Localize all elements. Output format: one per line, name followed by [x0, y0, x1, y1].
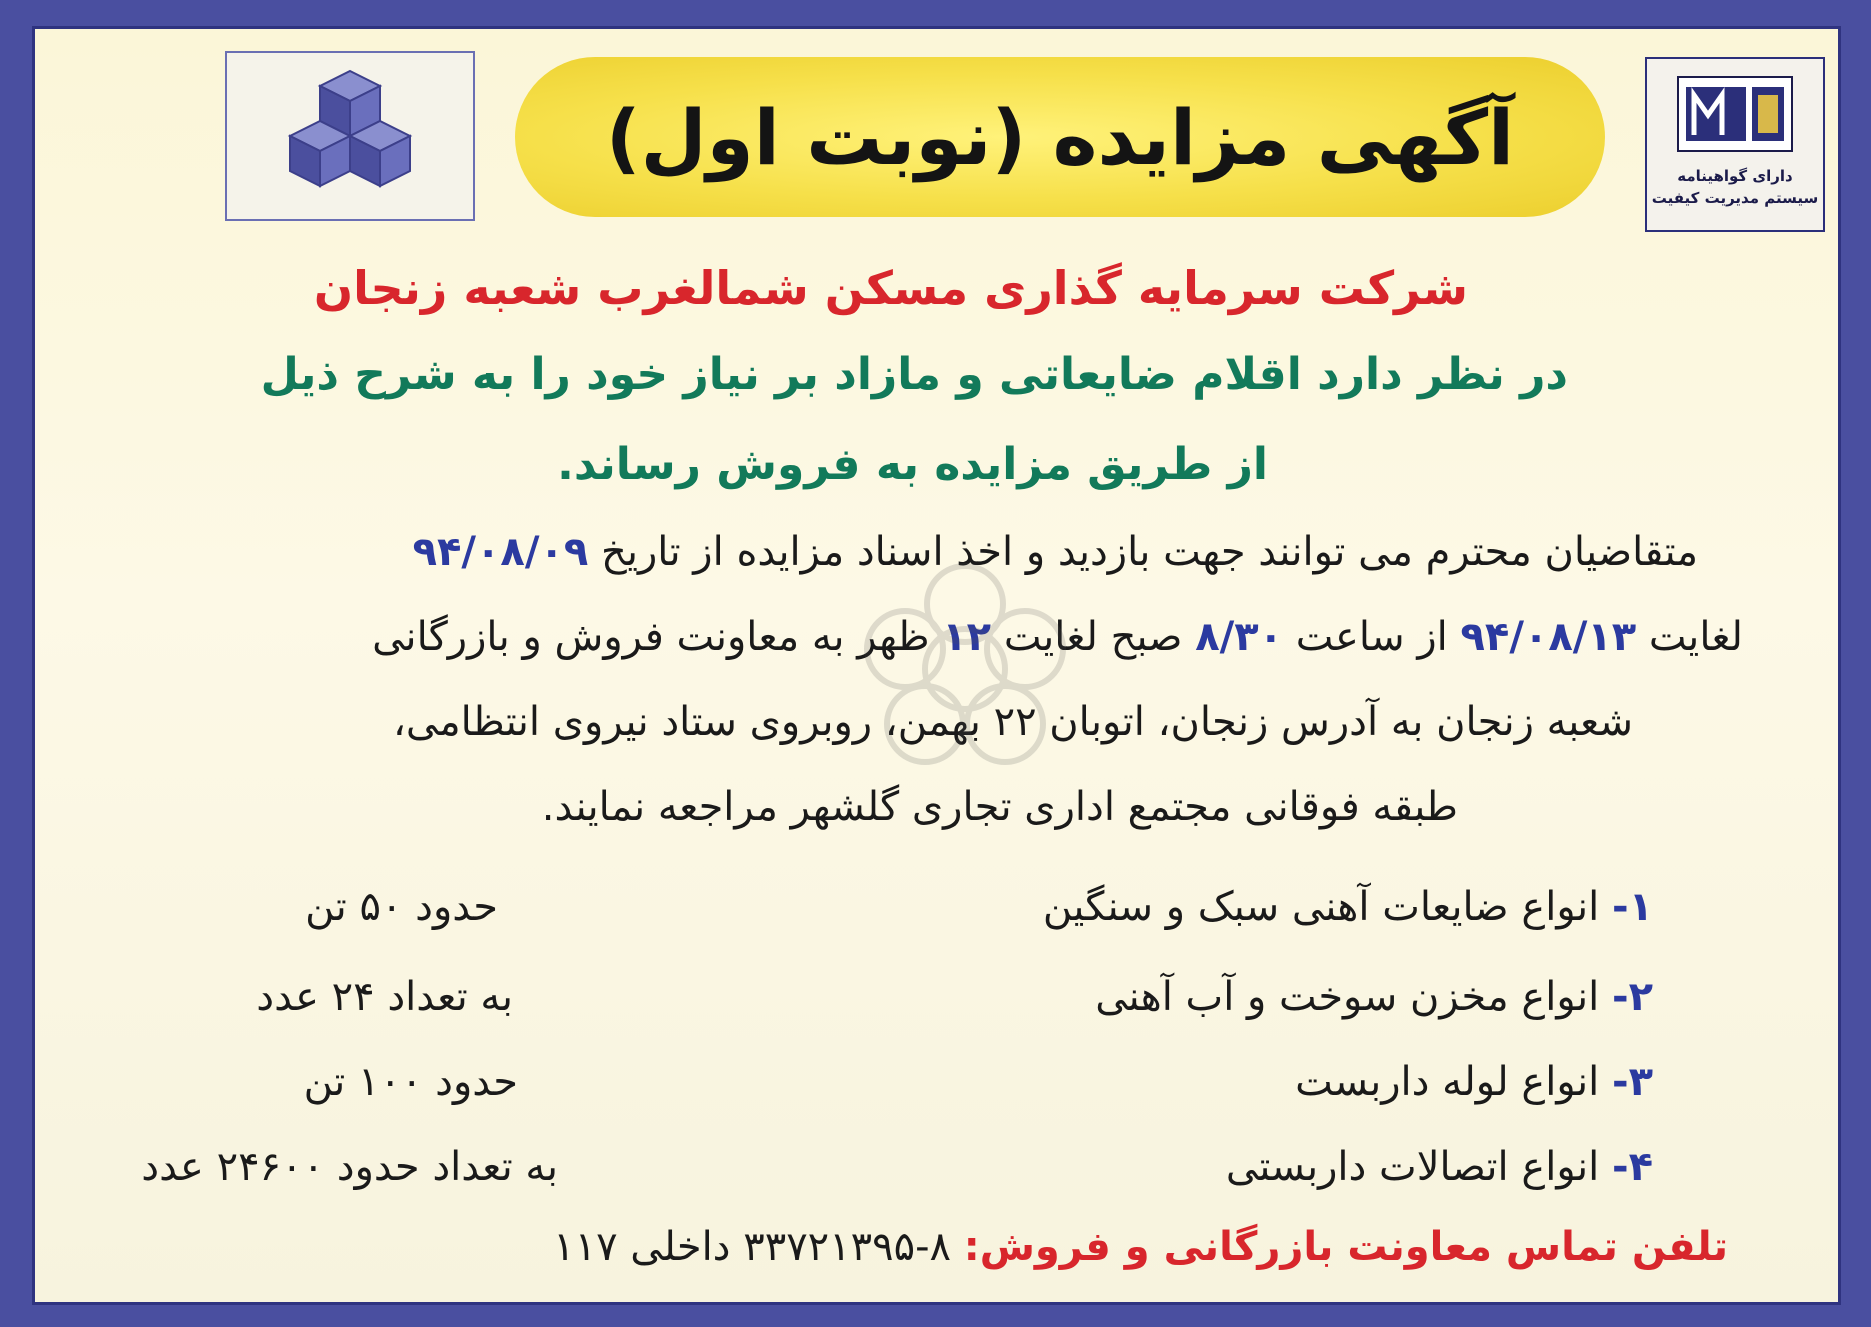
cubes-logo-icon	[255, 61, 445, 211]
contact-label: تلفن تماس معاونت بازرگانی و فروش:	[963, 1224, 1728, 1270]
body-line-2: لغایت ۹۴/۰۸/۱۳ از ساعت ۸/۳۰ صبح لغایت ۱۲ ظهر به معاونت فروش و بازرگانی	[372, 614, 1743, 660]
certification-mark-icon	[1670, 69, 1800, 159]
item-quantity: حدود ۵۰ تن	[305, 884, 498, 930]
certificate-text: دارای گواهینامه سیستم مدیریت کیفیت	[1651, 167, 1819, 207]
end-time: ۱۲	[942, 614, 992, 660]
body-line-3: شعبه زنجان به آدرس زنجان، اتوبان ۲۲ بهمن، روبروی ستاد نیروی انتظامی،	[393, 699, 1633, 745]
body-line-4: طبقه فوقانی مجتمع اداری تجاری گلشهر مراجعه نمایند.	[541, 784, 1458, 830]
company-name: شرکت سرمایه گذاری مسکن شمالغرب شعبه زنجان	[313, 261, 1468, 315]
body-line-1: متقاضیان محترم می توانند جهت بازدید و اخذ اسناد مزایده از تاریخ ۹۴/۰۸/۰۹	[412, 529, 1698, 575]
list-item: ۱- انواع ضایعات آهنی سبک و سنگین	[1042, 884, 1653, 930]
certificate-badge	[1645, 57, 1825, 232]
start-date: ۹۴/۰۸/۰۹	[412, 529, 589, 575]
intro-line-2: از طریق مزایده به فروش رساند.	[557, 439, 1268, 490]
list-item: ۴- انواع اتصالات داربستی	[1225, 1144, 1653, 1190]
notice-title: آگهی مزایده (نوبت اول)	[605, 92, 1515, 182]
company-logo	[225, 51, 475, 221]
item-quantity: به تعداد حدود ۲۴۶۰۰ عدد	[141, 1144, 558, 1190]
contact-phone	[553, 1224, 1728, 1270]
list-item: ۲- انواع مخزن سوخت و آب آهنی	[1095, 974, 1653, 1020]
item-quantity: به تعداد ۲۴ عدد	[256, 974, 513, 1020]
end-date: ۹۴/۰۸/۱۳	[1460, 614, 1637, 660]
title-banner	[515, 57, 1605, 217]
list-item: ۳- انواع لوله داربست	[1295, 1059, 1653, 1105]
item-quantity: حدود ۱۰۰ تن	[303, 1059, 518, 1105]
intro-line-1: در نظر دارد اقلام ضایعاتی و مازاد بر نیاز خود را به شرح ذیل	[260, 349, 1568, 400]
start-time: ۸/۳۰	[1195, 614, 1284, 660]
notice-body	[32, 26, 1841, 1305]
contact-number: ۸-۳۳۷۲۱۳۹۵ داخلی ۱۱۷	[553, 1224, 952, 1270]
